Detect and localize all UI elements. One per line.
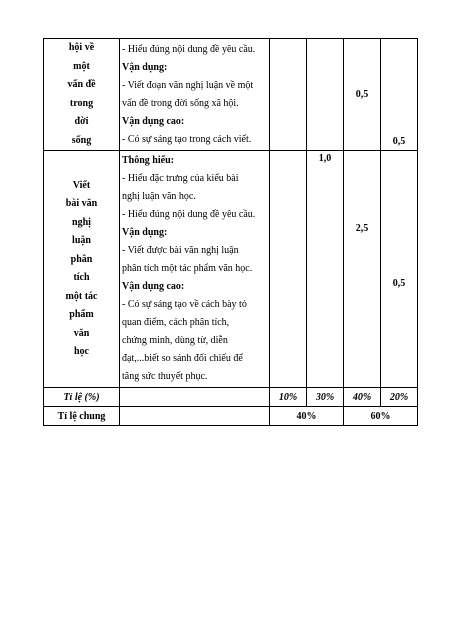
content-line: - Viết đoạn văn nghị luận về một [122, 79, 254, 91]
topic-line: Viết [72, 179, 91, 191]
score-cell: 0,5 [381, 151, 418, 388]
ratio-value: 10% [270, 388, 307, 407]
content-line: - Hiểu đúng nội dung đề yêu cầu. [122, 43, 256, 55]
score-cell [270, 151, 307, 388]
topic-cell [44, 39, 120, 151]
ratio-row [44, 388, 418, 407]
content-line: quan điểm, cách phân tích, [122, 317, 230, 328]
topic-cell [44, 151, 120, 388]
topic-line: luận [72, 235, 91, 246]
ratio-label: Tỉ lệ (%) [44, 388, 120, 407]
topic-line: học [74, 346, 89, 357]
content-line: vấn đề trong đời sống xã hội. [122, 97, 239, 109]
topic-line: trong [69, 97, 94, 109]
table-row [44, 151, 418, 388]
table-row [44, 39, 418, 151]
general-ratio-value: 40% [270, 407, 344, 426]
topic-line: hội về [68, 42, 95, 53]
general-ratio-value: 60% [344, 407, 418, 426]
empty-cell [120, 407, 270, 426]
topic-line: nghị [72, 216, 91, 228]
content-cell [120, 39, 270, 151]
content-line: nghị luận văn học. [122, 191, 196, 202]
ratio-value: 30% [307, 388, 344, 407]
content-heading: Vận dụng: [122, 227, 168, 238]
general-ratio-label: Tỉ lệ chung [44, 407, 120, 426]
content-cell [120, 151, 270, 388]
content-heading: Vận dụng cao: [122, 281, 185, 292]
topic-line: sống [71, 134, 92, 146]
content-heading: Vận dụng: [122, 61, 168, 73]
topic-line: đời [74, 116, 89, 127]
content-line: đạt,...biết so sánh đối chiếu để [122, 353, 243, 364]
topic-line: bài văn [65, 198, 98, 209]
ratio-value: 20% [381, 388, 418, 407]
content-line: phân tích một tác phẩm văn học. [122, 263, 253, 274]
topic-line: phẩm [69, 309, 94, 320]
empty-cell [120, 388, 270, 407]
score-cell: 0,5 [381, 39, 418, 151]
content-heading: Vận dụng cao: [122, 115, 185, 127]
score-cell [270, 39, 307, 151]
general-ratio-row [44, 407, 418, 426]
topic-line: tích [73, 272, 90, 283]
score-cell: 1,0 [307, 151, 344, 388]
content-line: - Hiểu đúng nội dung đề yêu cầu. [122, 209, 256, 220]
ratio-value: 40% [344, 388, 381, 407]
topic-line: một tác [65, 290, 98, 302]
topic-line: vấn đề [67, 79, 96, 90]
content-line: - Hiểu đặc trưng của kiểu bài [122, 173, 239, 184]
content-line: tăng sức thuyết phục. [122, 371, 208, 382]
content-line: - Có sự sáng tạo về cách bày tỏ [122, 299, 247, 310]
score-cell: 0,5 [344, 39, 381, 151]
topic-line: văn [73, 327, 90, 339]
content-line: - Có sự sáng tạo trong cách viết. [122, 133, 252, 145]
topic-line: phân [70, 253, 93, 265]
score-cell [307, 39, 344, 151]
content-line: chứng minh, dùng từ, diễn [122, 335, 228, 346]
content-heading: Thông hiểu: [122, 155, 174, 166]
exam-matrix-table [43, 38, 418, 426]
score-cell: 2,5 [344, 151, 381, 388]
topic-line: một [73, 60, 90, 72]
content-line: - Viết được bài văn nghị luận [122, 245, 239, 256]
